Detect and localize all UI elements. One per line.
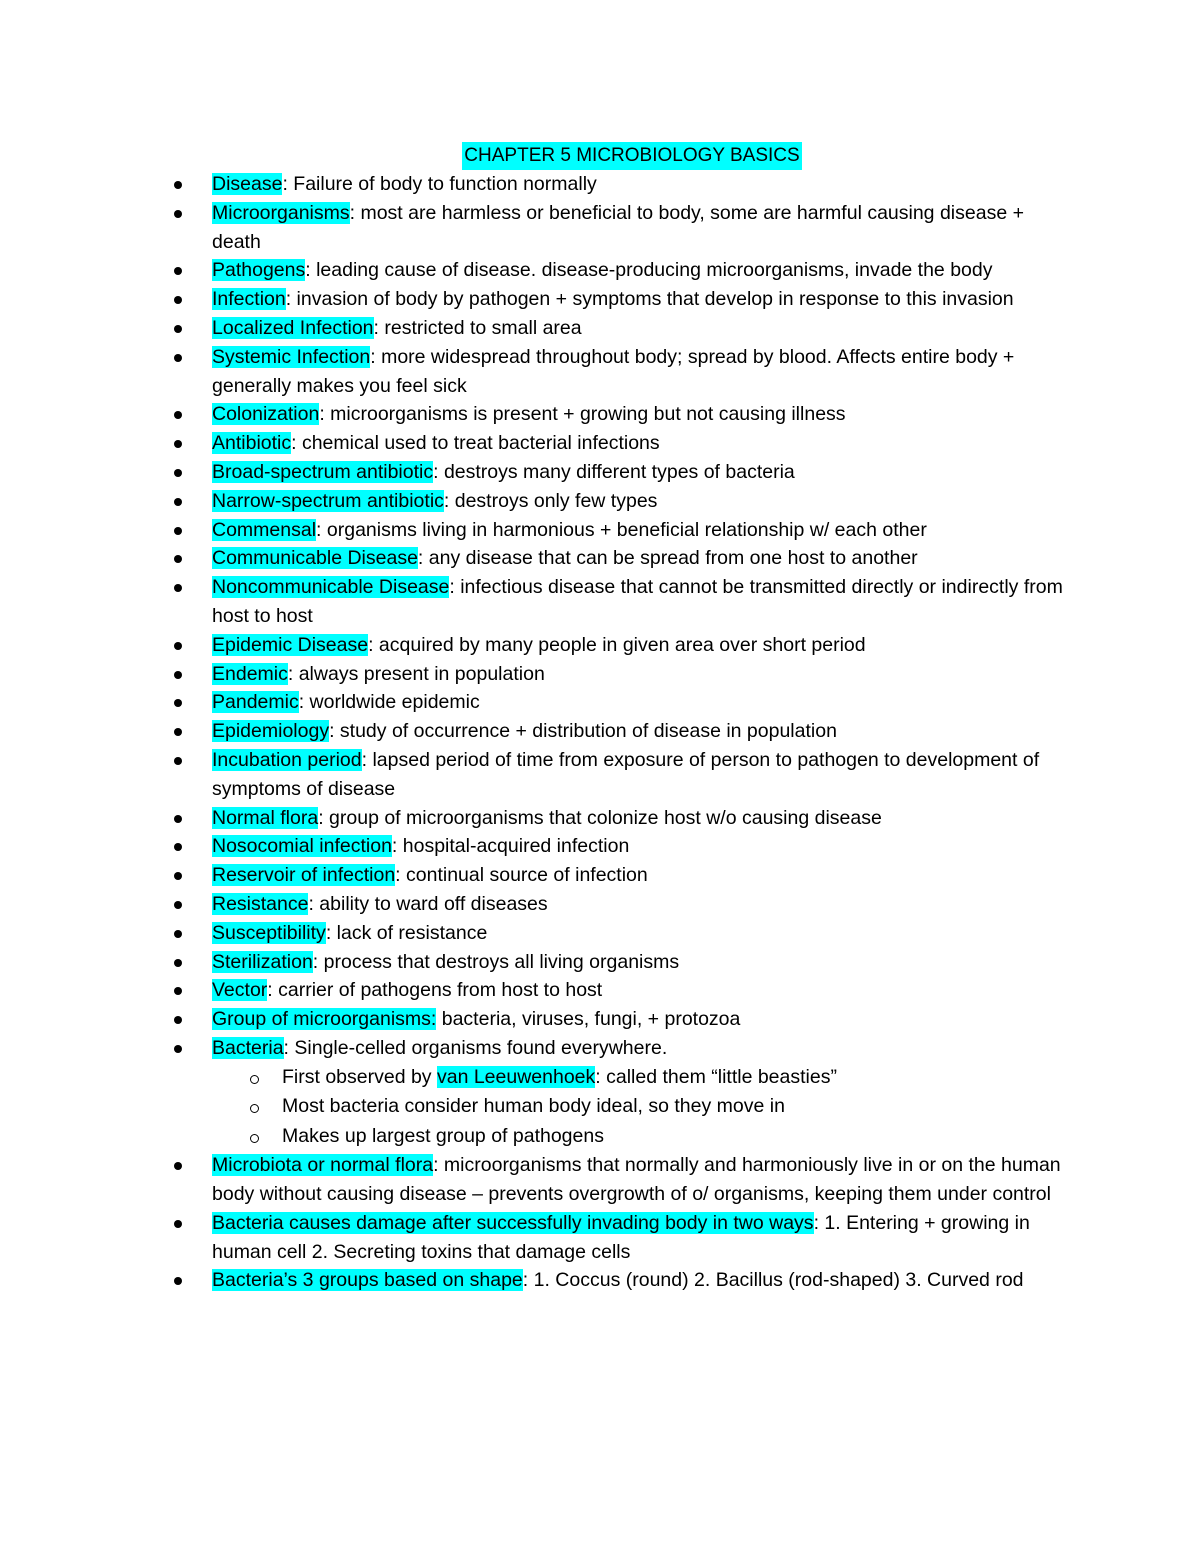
bullet-icon	[174, 584, 182, 592]
term-label: Vector	[212, 979, 268, 1002]
bullet-icon	[174, 1016, 182, 1024]
term-label: Endemic	[212, 662, 288, 685]
term-definition: : leading cause of disease. disease-producing microorganisms, invade the body	[305, 259, 993, 282]
term-definition: : more widespread throughout body; spread by blood. Affects entire body + generally makes you feel sick	[212, 345, 1015, 397]
term-label: Noncommunicable Disease	[212, 576, 450, 599]
term-definition: : infectious disease that cannot be transmitted directly or indirectly from host to host	[212, 576, 1063, 627]
term-label: Localized Infection	[212, 316, 374, 339]
hollow-bullet-icon	[250, 1134, 259, 1143]
list-item	[172, 199, 1072, 257]
term-label: Group of microorganisms:	[212, 1008, 437, 1031]
bullet-icon	[174, 959, 182, 967]
term-definition: : continual source of infection	[395, 864, 648, 887]
term-definition: : group of microorganisms that colonize host w/o causing disease	[318, 806, 882, 829]
sub-text-after: : called them “little beasties”	[595, 1065, 837, 1088]
term-definition: : process that destroys all living organisms	[312, 950, 680, 973]
list-item	[172, 948, 1072, 977]
list-item	[172, 1034, 1072, 1151]
term-label: Epidemic Disease	[212, 633, 369, 656]
bullet-icon	[174, 498, 182, 506]
term-label: Microorganisms	[212, 201, 350, 224]
term-label: Epidemiology	[212, 720, 330, 743]
term-definition: : chemical used to treat bacterial infections	[291, 432, 660, 455]
term-label: Normal flora	[212, 806, 319, 829]
list-item	[172, 458, 1072, 487]
sub-list-item	[212, 1092, 1072, 1122]
term-definition: : any disease that can be spread from one host to another	[417, 547, 918, 570]
list-item	[172, 688, 1072, 717]
bullet-icon	[174, 901, 182, 909]
bullet-icon	[174, 469, 182, 477]
bullet-icon	[174, 555, 182, 563]
term-label: Bacteria	[212, 1036, 284, 1059]
bullet-icon	[174, 671, 182, 679]
bullet-icon	[174, 267, 182, 275]
term-definition: : destroys many different types of bacteria	[433, 460, 795, 483]
bullet-icon	[174, 181, 182, 189]
term-definition: : hospital-acquired infection	[391, 835, 630, 858]
term-label: Commensal	[212, 518, 317, 541]
bullet-icon	[174, 527, 182, 535]
term-label: Microbiota or normal flora	[212, 1154, 434, 1177]
list-item	[172, 343, 1072, 401]
sub-term-label: van Leeuwenhoek	[436, 1065, 596, 1088]
bullet-icon	[174, 699, 182, 707]
bullet-icon	[174, 1045, 182, 1053]
sub-text: First observed by	[282, 1065, 437, 1088]
bullet-icon	[174, 987, 182, 995]
bullet-icon	[174, 728, 182, 736]
term-label: Bacteria’s 3 groups based on shape	[212, 1269, 523, 1292]
list-item	[172, 544, 1072, 573]
bullet-icon	[174, 872, 182, 880]
term-label: Sterilization	[212, 950, 313, 973]
list-item	[172, 1005, 1072, 1034]
term-label: Disease	[212, 173, 283, 195]
term-definition: : worldwide epidemic	[298, 691, 480, 714]
sub-list-item	[212, 1063, 1072, 1093]
term-definition: : destroys only few types	[443, 489, 658, 512]
term-definition: : study of occurrence + distribution of disease in population	[329, 720, 837, 743]
term-label: Nosocomial infection	[212, 835, 392, 858]
list-item	[172, 256, 1072, 285]
term-definition: : Failure of body to function normally	[282, 173, 597, 195]
term-label: Colonization	[212, 403, 320, 426]
term-definition: : lack of resistance	[325, 921, 488, 944]
term-definition: : invasion of body by pathogen + symptoms that develop in response to this invasion	[285, 288, 1014, 311]
bullet-icon	[174, 815, 182, 823]
term-definition: : lapsed period of time from exposure of person to pathogen to development of symptoms of disease	[212, 748, 1040, 800]
term-label: Narrow-spectrum antibiotic	[212, 489, 444, 512]
list-item	[172, 804, 1072, 833]
bullet-icon	[174, 296, 182, 304]
term-label: Pathogens	[212, 259, 306, 282]
term-definition: : microorganisms is present + growing but not causing illness	[319, 403, 846, 426]
list-item	[172, 919, 1072, 948]
bullet-icon	[174, 1220, 182, 1228]
list-item	[172, 487, 1072, 516]
term-definition: bacteria, viruses, fungi, + protozoa	[436, 1008, 741, 1031]
bullet-icon	[174, 440, 182, 448]
list-item	[172, 1209, 1072, 1267]
list-item	[172, 861, 1072, 890]
term-definition: : always present in population	[287, 662, 545, 685]
term-definition: : microorganisms that normally and harmoniously live in or on the human body without causing disease – prevents overgrowth of o/ organisms, keeping them under control	[212, 1154, 1061, 1205]
list-item	[172, 1151, 1072, 1209]
term-definition: : organisms living in harmonious + beneficial relationship w/ each other	[316, 518, 927, 541]
page-title: CHAPTER 5 MICROBIOLOGY BASICS	[462, 142, 801, 170]
term-label: Antibiotic	[212, 432, 292, 455]
term-definition: : most are harmless or beneficial to body, some are harmful causing disease + death	[212, 201, 1024, 253]
list-item	[172, 516, 1072, 545]
term-label: Systemic Infection	[212, 345, 371, 368]
term-definition: : 1. Coccus (round) 2. Bacillus (rod-shaped) 3. Curved rod	[522, 1269, 1024, 1292]
term-definition: : ability to ward off diseases	[308, 892, 548, 915]
sub-text: Most bacteria consider human body ideal, so they move in	[282, 1095, 785, 1118]
bullet-icon	[174, 757, 182, 765]
term-label: Bacteria causes damage after successfully invading body in two ways	[212, 1211, 814, 1234]
list-item	[172, 746, 1072, 804]
bullet-icon	[174, 930, 182, 938]
list-item	[172, 890, 1072, 919]
list-item	[172, 1266, 1072, 1295]
list-item	[172, 285, 1072, 314]
term-definition: : restricted to small area	[373, 316, 582, 339]
term-label: Infection	[212, 288, 286, 311]
list-item	[172, 976, 1072, 1005]
sub-list-item	[212, 1122, 1072, 1152]
bullet-icon	[174, 210, 182, 218]
terms-list	[172, 170, 1072, 1295]
term-definition: : 1. Entering + growing in human cell 2. Secreting toxins that damage cells	[212, 1211, 1030, 1263]
hollow-bullet-icon	[250, 1075, 259, 1084]
bullet-icon	[174, 1162, 182, 1170]
list-item	[172, 429, 1072, 458]
list-item	[172, 573, 1072, 631]
bullet-icon	[174, 642, 182, 650]
bullet-icon	[174, 411, 182, 419]
term-label: Reservoir of infection	[212, 864, 396, 887]
list-item	[172, 660, 1072, 689]
list-item	[172, 170, 1072, 199]
term-label: Pandemic	[212, 691, 299, 714]
list-item	[172, 314, 1072, 343]
term-label: Broad-spectrum antibiotic	[212, 460, 434, 483]
list-item	[172, 832, 1072, 861]
sub-text: Makes up largest group of pathogens	[282, 1124, 604, 1147]
bullet-icon	[174, 843, 182, 851]
term-label: Incubation period	[212, 748, 362, 771]
term-label: Resistance	[212, 892, 309, 915]
term-label: Susceptibility	[212, 921, 326, 944]
hollow-bullet-icon	[250, 1104, 259, 1113]
term-definition: : Single-celled organisms found everywhere.	[283, 1036, 668, 1059]
bullet-icon	[174, 325, 182, 333]
list-item	[172, 631, 1072, 660]
sub-list	[212, 1063, 1072, 1152]
term-label: Communicable Disease	[212, 547, 418, 570]
term-definition: : acquired by many people in given area over short period	[368, 633, 866, 656]
bullet-icon	[174, 354, 182, 362]
list-item	[172, 400, 1072, 429]
bullet-icon	[174, 1277, 182, 1285]
term-definition: : carrier of pathogens from host to host	[267, 979, 603, 1002]
list-item	[172, 717, 1072, 746]
title-wrap	[0, 142, 1200, 170]
